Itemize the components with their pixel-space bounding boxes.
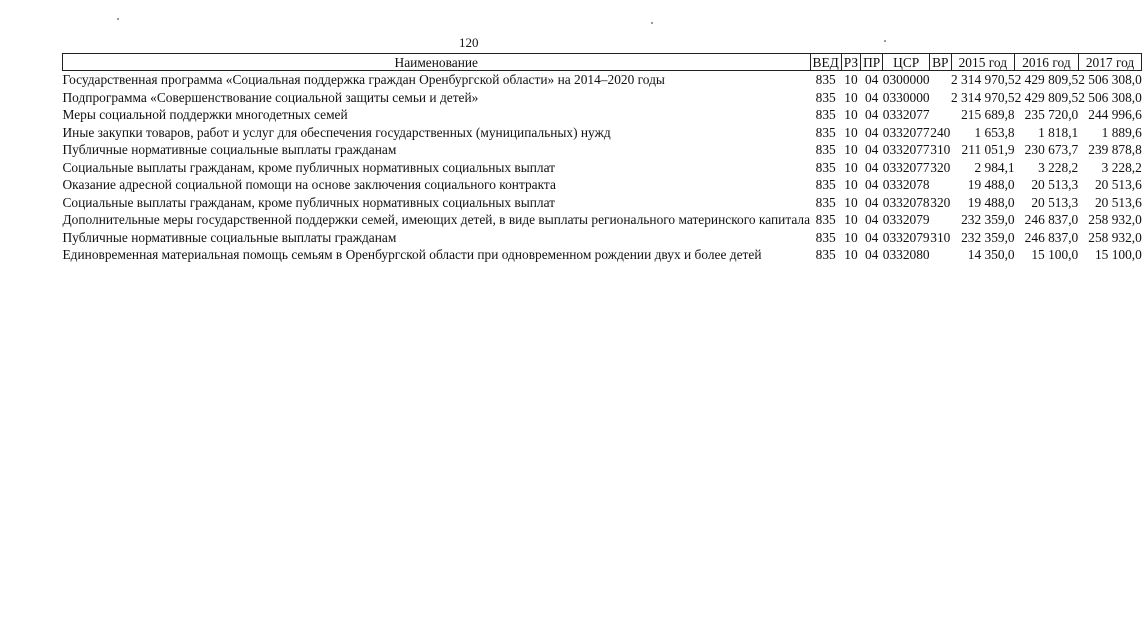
row-pr: 04 [864,159,879,175]
row-2017: 15 100,0 [1094,247,1142,262]
row-pr: 04 [864,177,879,192]
row-ved: 835 [815,212,836,227]
scan-speck [884,40,886,42]
row-2017: 20 513,6 [1094,194,1142,210]
row-2015: 211 051,9 [961,142,1015,157]
row-ved: 835 [815,247,836,262]
row-csr: 0332078 [882,194,930,210]
row-2017: 258 932,0 [1088,229,1142,245]
header-2017: 2017 год [1078,54,1142,71]
row-ved: 835 [815,142,836,157]
row-csr: 0332077 [882,159,930,175]
row-rz: 10 [844,142,858,157]
row-vr [930,71,951,89]
table-row [63,229,1142,247]
header-rz: РЗ [841,54,860,71]
row-csr: 0332079 [882,229,930,245]
row-rz: 10 [844,247,858,262]
row-2016: 235 720,0 [1024,107,1079,122]
row-ved: 835 [815,89,836,105]
row-rz: 10 [844,177,858,192]
row-pr: 04 [864,89,879,105]
row-2015: 2 984,1 [974,159,1015,175]
header-pr: ПР [861,54,883,71]
row-rz: 10 [844,89,858,105]
table-row [63,211,1142,229]
row-vr: 310 [930,229,951,245]
header-2015: 2015 год [951,54,1015,71]
row-ved: 835 [815,177,836,192]
row-pr: 04 [864,247,879,262]
table-header-row [63,54,1142,71]
row-2016: 20 513,3 [1031,194,1079,210]
row-name: Социальные выплаты гражданам, кроме публичных нормативных социальных выплат [62,194,556,210]
row-rz: 10 [844,107,858,122]
row-2015: 2 314 970,5 [951,72,1015,87]
row-rz: 10 [844,72,858,87]
table-row [63,176,1142,194]
row-csr: 0332080 [882,247,930,262]
row-name: Публичные нормативные социальные выплаты гражданам [62,142,397,157]
row-vr: 320 [930,159,951,175]
row-2015: 232 359,0 [961,229,1015,245]
row-2015: 215 689,8 [961,107,1015,122]
header-name: Наименование [63,54,811,71]
row-2015: 14 350,0 [967,247,1015,262]
row-2016: 3 228,2 [1038,159,1079,175]
row-2016: 20 513,3 [1031,177,1079,192]
row-name: Публичные нормативные социальные выплаты гражданам [62,229,397,245]
table-row [63,141,1142,159]
row-pr: 04 [864,194,879,210]
row-vr: 310 [930,142,951,157]
row-rz: 10 [844,159,858,175]
budget-table [62,53,1142,264]
row-ved: 835 [815,107,836,122]
table-row [63,71,1142,89]
row-2016: 246 837,0 [1024,229,1079,245]
row-2016: 2 429 809,5 [1014,89,1079,105]
row-2016: 246 837,0 [1024,212,1079,227]
row-pr: 04 [864,142,879,157]
row-ved: 835 [815,72,836,87]
row-2015: 232 359,0 [961,212,1015,227]
scan-speck [651,22,653,24]
row-ved: 835 [815,124,836,140]
row-rz: 10 [844,212,858,227]
row-2016: 2 429 809,5 [1014,72,1079,87]
row-ved: 835 [815,194,836,210]
row-name: Единовременная материальная помощь семьям в Оренбургской области при одновременном рождении двух и более детей [62,247,762,262]
table-row [63,124,1142,142]
row-2017: 1 889,6 [1101,124,1142,140]
row-name: Социальные выплаты гражданам, кроме публичных нормативных социальных выплат [62,159,556,175]
header-vr: ВР [930,54,951,71]
row-ved: 835 [815,229,836,245]
row-2015: 2 314 970,5 [951,89,1015,105]
table-row [63,106,1142,124]
row-2015: 19 488,0 [967,194,1015,210]
row-pr: 04 [864,124,879,140]
row-vr [930,89,951,107]
row-vr [930,106,951,124]
row-vr: 320 [930,194,951,210]
table-row [63,89,1142,107]
row-2015: 1 653,8 [974,124,1015,140]
page-number: 120 [459,35,479,50]
header-ved: ВЕД [810,54,841,71]
row-rz: 10 [844,194,858,210]
row-ved: 835 [815,159,836,175]
row-2016: 1 818,1 [1038,124,1079,140]
row-pr: 04 [864,107,879,122]
row-2017: 3 228,2 [1101,159,1142,175]
row-2016: 230 673,7 [1024,142,1079,157]
row-rz: 10 [844,124,858,140]
row-2016: 15 100,0 [1031,247,1079,262]
row-rz: 10 [844,229,858,245]
row-name: Дополнительные меры государственной поддержки семей, имеющих детей, в виде выплаты регионального материнского капитала [62,212,811,227]
table-row [63,194,1142,212]
row-csr: 0332077 [882,107,930,122]
header-2016: 2016 год [1015,54,1079,71]
row-2017: 244 996,6 [1088,107,1142,122]
scan-speck [117,18,119,20]
row-csr: 0332078 [882,177,930,192]
row-name: Иные закупки товаров, работ и услуг для обеспечения государственных (муниципальных) нужд [62,124,611,140]
row-name: Оказание адресной социальной помощи на основе заключения социального контракта [62,177,556,192]
row-vr [930,211,951,229]
row-pr: 04 [864,229,879,245]
row-vr [930,176,951,194]
row-name: Меры социальной поддержки многодетных семей [62,107,348,122]
row-vr [930,246,951,264]
row-2017: 2 506 308,0 [1078,89,1142,105]
row-2017: 258 932,0 [1088,212,1142,227]
row-csr: 0330000 [882,89,930,105]
row-2017: 20 513,6 [1094,177,1142,192]
row-pr: 04 [864,212,879,227]
table-row [63,159,1142,177]
row-csr: 0332079 [882,212,930,227]
row-name: Государственная программа «Социальная поддержка граждан Оренбургской области» на 2014–2020 годы [62,72,665,87]
row-name: Подпрограмма «Совершенствование социальной защиты семьи и детей» [62,89,479,105]
row-2017: 239 878,8 [1088,142,1142,157]
row-pr: 04 [864,72,879,87]
row-csr: 0332077 [882,124,930,140]
row-csr: 0300000 [882,72,930,87]
row-2017: 2 506 308,0 [1078,72,1142,87]
row-2015: 19 488,0 [967,177,1015,192]
table-row [63,246,1142,264]
row-vr: 240 [930,124,951,140]
header-csr: ЦСР [883,54,930,71]
row-csr: 0332077 [882,142,930,157]
